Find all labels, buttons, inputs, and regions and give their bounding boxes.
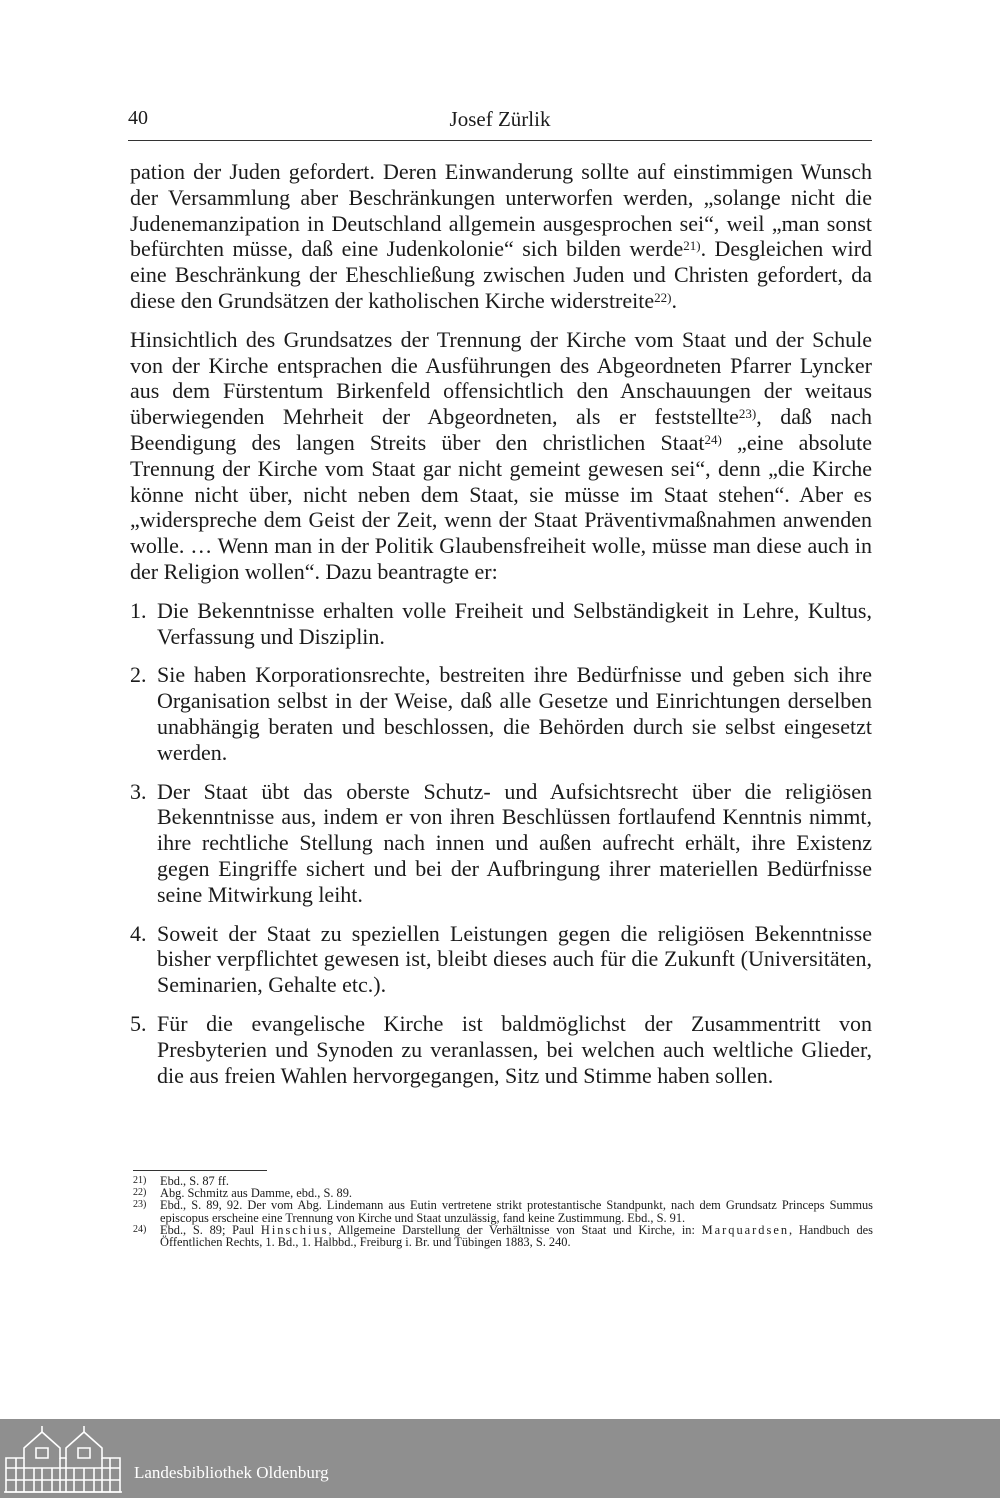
list-item-number: 1.: [130, 597, 147, 623]
footnote-number: 21): [133, 1175, 147, 1186]
paragraph-text: „eine absolute Trennung der Kirche vom Staat gar nicht gemeint gewesen sei“, denn „die Kirche könne nicht über, nicht neben dem Staat, sie müsse im Staat stehen“. Aber es „widerspreche dem Geist der Zeit, wenn der Staat Präventivmaßnahmen anwenden wolle. … Wenn man in der Politik Glaubensfreiheit wolle, müsse man diese auch in der Religion wollen“. Dazu beantragte er:: [130, 429, 872, 584]
footnote-text: Ebd., S. 87 ff.: [160, 1174, 229, 1188]
list-item: [130, 921, 872, 998]
footnote-24: [133, 1224, 873, 1248]
list-item: [130, 1011, 872, 1088]
list-item-text: Für die evangelische Kirche ist baldmöglichst der Zusammentritt von Presbyterien und Synoden zu veranlassen, bei welchen auch weltliche Glieder, die aus freien Wahlen hervorgegangen, Sitz und Stimme haben sollen.: [157, 1010, 872, 1088]
list-item-number: 3.: [130, 778, 147, 804]
body-text: [130, 159, 872, 1101]
list-item-number: 4.: [130, 920, 147, 946]
list-item: [130, 662, 872, 765]
library-footer: [0, 1419, 1000, 1498]
author-name: Hinschius: [260, 1222, 329, 1237]
demands-list: [130, 598, 872, 1089]
footnote-text: Abg. Schmitz aus Damme, ebd., S. 89.: [160, 1186, 353, 1201]
paragraph-text: .: [671, 287, 677, 313]
footnote-text: Ebd., S. 89; Paul: [160, 1222, 261, 1237]
list-item-number: 5.: [130, 1010, 147, 1036]
paragraph-2: [130, 327, 872, 585]
footnote-23: [133, 1199, 873, 1223]
footnote-number: 22): [133, 1187, 147, 1199]
library-name: Landesbibliothek Oldenburg: [134, 1463, 329, 1482]
paragraph-text: pation der Juden gefordert. Deren Einwanderung sollte auf einstimmigen Wunsch der Versammlung aber Beschränkungen unterworfen werden, „solange nicht die Judenemanzipation in Deutschland allgemein ausgesprochen sei“, weil „man sonst befürchten müsse, daß eine Judenkolonie“ sich bilden werde: [130, 159, 872, 262]
footnote-ref-21: 21): [683, 238, 701, 254]
footnote-ref-22: 22): [654, 289, 672, 305]
footnotes: [133, 1175, 873, 1248]
library-building-icon: [2, 1422, 124, 1495]
list-item-number: 2.: [130, 662, 147, 688]
list-item-text: Sie haben Korporationsrechte, bestreiten ihre Bedürfnisse und geben sich ihre Organisation selbst in der Weise, daß alle Gesetze und Einrichtungen derselben unabhängig beraten und beschlossen, die Behörden durch sie selbst eingesetzt werden.: [157, 662, 872, 765]
page-number: 40: [128, 107, 148, 129]
footnote-text: Ebd., S. 89, 92. Der vom Abg. Lindemann aus Eutin vertretene strikt protestantische Standpunkt, nach dem Grundsatz Princeps Summus episcopus erscheine eine Trennung von Kirche und Staat unzulässig, fand keine Zustimmung. Ebd., S. 91.: [160, 1198, 873, 1225]
page-header: [128, 104, 872, 141]
footnote-number: 24): [133, 1223, 147, 1235]
footnote-ref-24: 24): [704, 431, 722, 447]
list-item-text: Die Bekenntnisse erhalten volle Freiheit und Selbständigkeit in Lehre, Kultus, Verfassung und Disziplin.: [157, 597, 872, 649]
list-item-text: Soweit der Staat zu speziellen Leistungen gegen die religiösen Bekenntnisse bisher verpflichtet gewesen ist, bleibt dieses auch für die Zukunft (Universitäten, Seminarien, Gehalte etc.).: [157, 920, 872, 998]
footnote-text: , Allgemeine Darstellung der Verhältnisse von Staat und Kirche, in:: [328, 1222, 702, 1237]
list-item-text: Der Staat übt das oberste Schutz- und Aufsichtsrecht über die religiösen Bekenntnisse aus, indem er von ihren Beschlüssen fortlaufend Kenntnis nimmt, ihre rechtliche Stellung nach innen und außen aufrecht erhält, ihre Existenz gegen Eingriffe sichert und bei der Aufbringung ihrer materiellen Bedürfnisse seine Mitwirkung leiht.: [157, 778, 872, 907]
footnote-ref-23: 23): [738, 406, 757, 422]
paragraph-1: [130, 159, 872, 314]
footnote-text: , Handbuch des Öffentlichen Rechts, 1. Bd., 1. Halbbd., Freiburg i. Br. und Tübingen 1883, S. 240.: [160, 1222, 873, 1250]
list-item: [130, 598, 872, 650]
author-name: Marquardsen: [701, 1222, 790, 1237]
running-head: Josef Zürlik: [449, 107, 551, 131]
paragraph-text: Hinsichtlich des Grundsatzes der Trennung der Kirche vom Staat und der Schule von der Kirche entsprachen die Ausführungen des Abgeordneten Pfarrer Lyncker aus dem Fürstentum Birkenfeld offensichtlich den Anschauungen der weitaus überwiegenden Mehrheit der Abgeordneten, als er feststellte: [130, 326, 872, 430]
paragraph-text: . Desgleichen wird eine Beschränkung der Eheschließung zwischen Juden und Christen gefordert, da diese den Grundsätzen der katholischen Kirche widerstreite: [130, 236, 872, 313]
paragraph-text: , daß nach Beendigung des langen Streits über den christlichen Staat: [130, 404, 872, 455]
footnote-number: 23): [133, 1199, 147, 1211]
list-item: [130, 779, 872, 908]
footnote-divider: [133, 1170, 267, 1171]
